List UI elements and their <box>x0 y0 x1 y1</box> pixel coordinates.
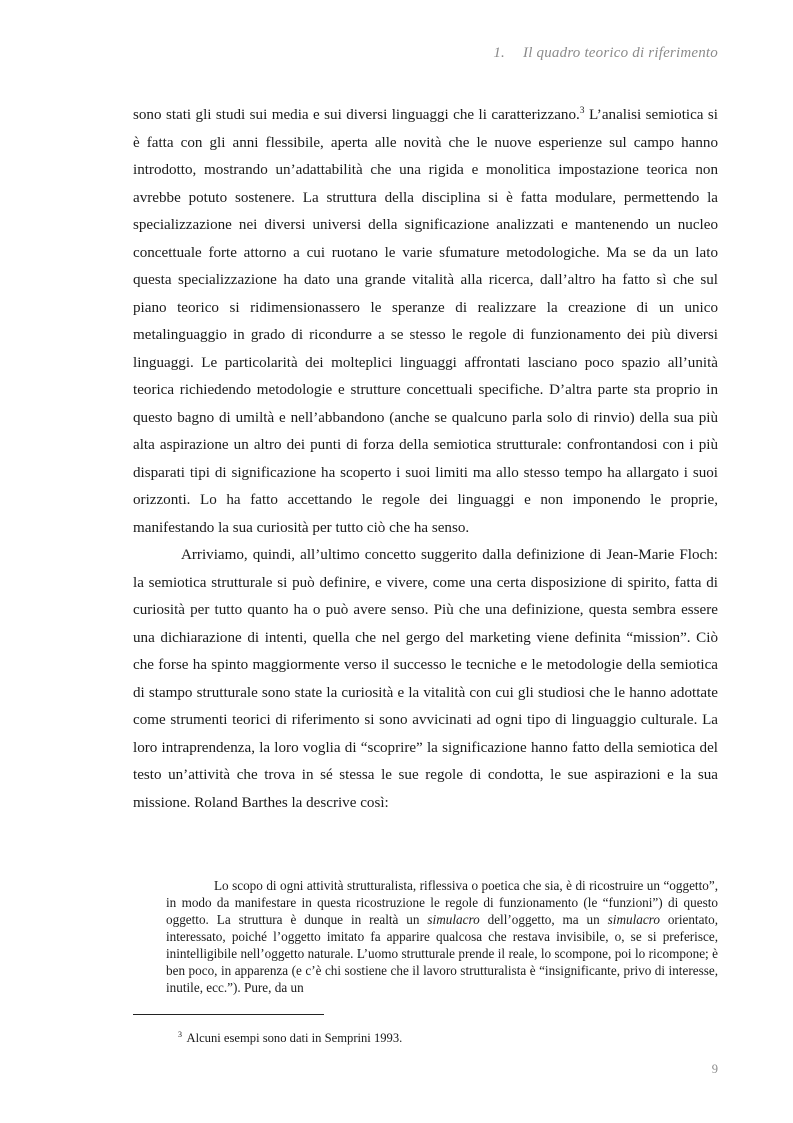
footnote-separator <box>133 1014 324 1015</box>
footnote-text: Alcuni esempi sono dati in Semprini 1993. <box>186 1031 403 1046</box>
footnote-reference[interactable]: 3 <box>579 105 585 116</box>
quote-emphasis-2: simulacro <box>607 912 660 927</box>
quote-emphasis-1: simulacro <box>427 912 480 927</box>
chapter-number: 1. <box>493 45 505 61</box>
paragraph-2: Arriviamo, quindi, all’ultimo concetto suggerito dalla definizione di Jean-Marie Floch: la semiotica strutturale si può definire, e vivere, come una certa disposizione di spirito, fatta di curiosità per tutto quanto ha o può avere senso. Più che una definizione, questa sembra essere una dichiarazione di intenti, quella che nel gergo del marketing viene definita “mission”. Ciò che forse ha spinto maggiormente verso il successo le tecniche e le metodologie della semiotica di stampo strutturale sono state la curiosità e la vitalità con cui gli studiosi che le hanno adottate come strumenti teorici di riferimento si sono avvicinati ad ogni tipo di linguaggio culturale. La loro intraprendenza, la loro voglia di “scoprire” la significazione hanno fatto della semiotica del testo un’attività che trova in sé stessa le sue regole di condotta, le sue aspirazioni e la sua missione. Roland Barthes la descrive così: <box>133 547 718 811</box>
chapter-title: Il quadro teorico di riferimento <box>523 45 718 61</box>
quote-text-3: orientato, interessato, poiché l’oggetto imitato fa apparire qualcosa che restava invisibile, o, se si preferisce, inintelligibile nell’oggetto naturale. L’uomo strutturale prende il reale, lo scompone, poi lo ricompone; è ben poco, in apparenza (e c’è chi sostiene che il lavoro strutturalista è “insignificante, privo di interesse, inutile, ecc.”). Pure, da un <box>166 912 719 995</box>
running-header <box>493 45 718 62</box>
paragraph-1-start: sono stati gli studi sui media e sui diversi linguaggi che li caratterizzano. <box>133 107 580 123</box>
paragraph-1-rest: L’analisi semiotica si è fatta con gli anni flessibile, aperta alle novità che le nuove esperienze sul campo hanno introdotto, mostrando un’adattabilità che una rigida e monolitica impostazione teorica non avrebbe potuto sostenere. La struttura della disciplina si è fatta modulare, permettendo la specializzazione nei diversi universi della significazione analizzati e mantenendo un nucleo concettuale forte attorno a cui ruotano le varie sfumature metodologiche. Ma se da un lato questa specializzazione ha dato una grande vitalità alla ricerca, dall’altro ha fatto sì che sul piano teorico si ridimensionassero le speranze di realizzare la creazione di un unico metalinguaggio in grado di ricondurre a se stesso le regole di funzionamento dei più diversi linguaggi. Le particolarità dei molteplici linguaggi affrontati lasciano poco spazio all’unità teorica richiedendo metodologie e strutture concettuali specifiche. D’altra parte sta proprio in questo bagno di umiltà e nell’abbandono (anche se qualcuno parla solo di rinvio) della sua più alta aspirazione un altro dei punti di forza della semiotica strutturale: confrontandosi con i più disparati tipi di significazione ha scoperto i suoi limiti ma allo stesso tempo ha allargato i suoi orizzonti. Lo ha fatto accettando le regole dei linguaggi e non imponendo le proprie, manifestando la sua curiosità per tutto ciò che ha senso. <box>133 107 718 536</box>
paragraph-1 <box>133 102 718 542</box>
footnote-number: 3 <box>178 1030 182 1039</box>
block-quote <box>166 877 718 996</box>
quote-text-1: Lo scopo di ogni attività strutturalista, riflessiva o poetica che sia, è di ricostruire un “oggetto”, in modo da manifestare in questa ricostruzione le regole di funzionamento (le “funzioni”) di questo oggetto. La struttura è dunque in realtà un <box>166 878 718 927</box>
quote-paragraph <box>166 877 718 996</box>
body-text <box>133 102 718 817</box>
page-number: 9 <box>711 1062 718 1076</box>
quote-text-2: dell’oggetto, ma un <box>479 912 608 927</box>
footnote <box>178 1030 402 1046</box>
